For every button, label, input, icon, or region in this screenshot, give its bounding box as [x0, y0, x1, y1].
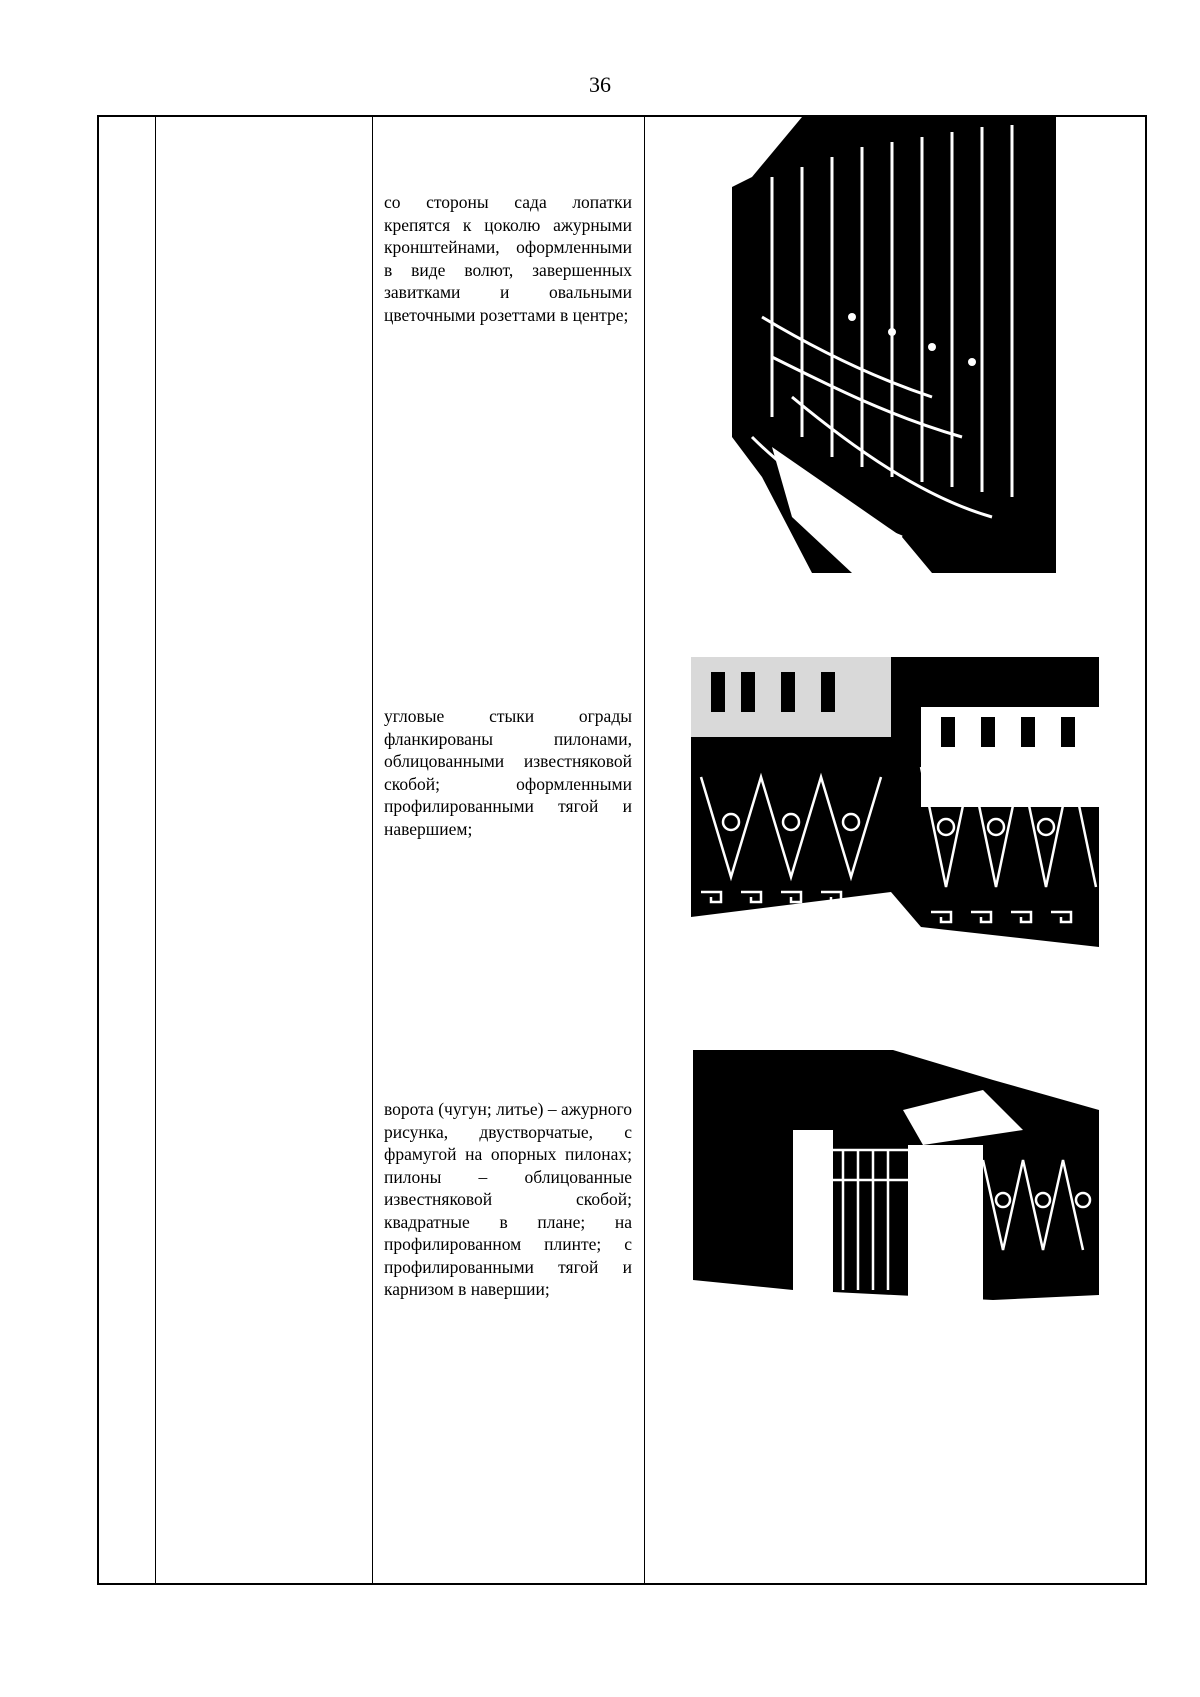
page-number: 36 — [589, 72, 611, 97]
fence-corner-photo — [691, 657, 1099, 967]
column-divider — [372, 117, 373, 1583]
description-text: со стороны сада лопатки крепятся к цоколю ажурными кронштейнами, оформленными в виде волют, завершенных завитками и овальными цветочными розеттами в центре; — [384, 192, 632, 325]
gates-photo — [693, 1050, 1099, 1357]
fence-bracket-photo — [732, 117, 1056, 573]
column-divider — [155, 117, 156, 1583]
description-text: угловые стыки ограды фланкированы пилонами, облицованными известняковой скобой; оформленными профилированными тягой и навершием; — [384, 706, 632, 839]
description-text: ворота (чугун; литье) – ажурного рисунка, двустворчатые, с фрамугой на опорных пилонах; пилоны – облицованные известняковой скобой; квадратные в плане; на профилированном плинте; с профилированными тягой и карнизом в навершии; — [384, 1099, 632, 1299]
column-divider — [644, 117, 645, 1583]
document-table — [97, 115, 1147, 1585]
